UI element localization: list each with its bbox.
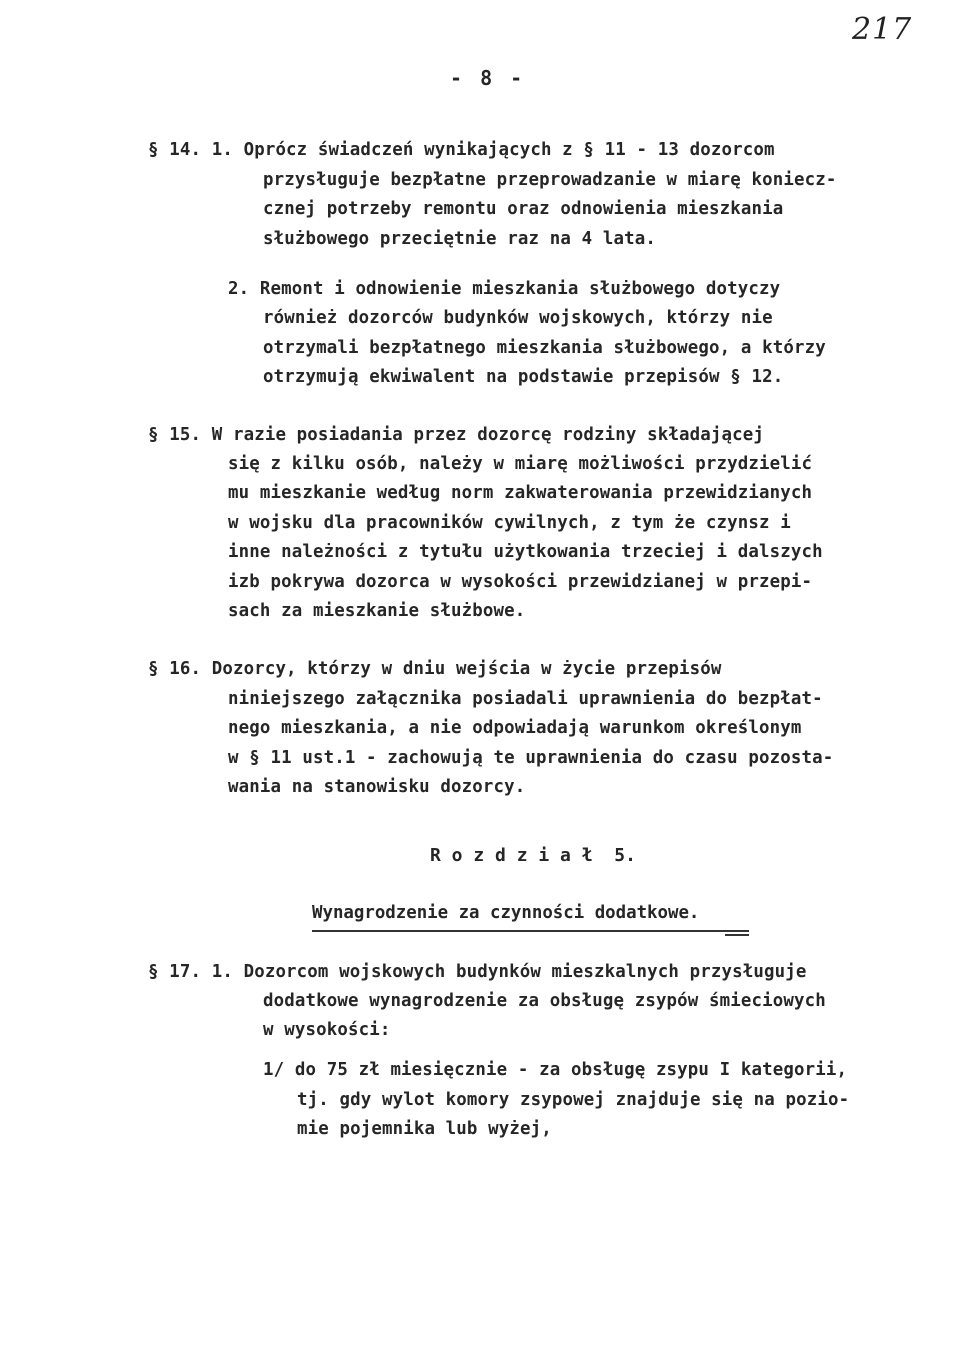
handwritten-page-number: 217 (852, 12, 913, 47)
para17-line-6: mie pojemnika lub wyżej, (297, 1119, 552, 1139)
para14-line-6: również dozorców budynków wojskowych, którzy nie (263, 308, 773, 328)
para15-line-7: sach za mieszkanie służbowe. (228, 601, 526, 621)
para15-line-4: w wojsku dla pracowników cywilnych, z tym że czynsz i (228, 513, 791, 533)
para14-line-4: służbowego przeciętnie raz na 4 lata. (263, 229, 656, 249)
para14-line-7: otrzymali bezpłatnego mieszkania służbowego, a którzy (263, 338, 826, 358)
para14-line-5: 2. Remont i odnowienie mieszkania służbowego dotyczy (228, 279, 781, 299)
para15-line-3: mu mieszkanie według norm zakwaterowania przewidzianych (228, 483, 813, 503)
para14-line-8: otrzymują ekwiwalent na podstawie przepisów § 12. (263, 367, 784, 387)
para16-line-3: nego mieszkania, a nie odpowiadają warunkom określonym (228, 718, 802, 738)
chapter-heading: R o z d z i a ł 5. (430, 845, 636, 866)
para15-line-1: § 15. W razie posiadania przez dozorcę rodziny składającej (148, 425, 764, 445)
para14-line-1: § 14. 1. Oprócz świadczeń wynikających z § 11 - 13 dozorcom (148, 140, 775, 160)
para16-line-5: wania na stanowisku dozorcy. (228, 777, 526, 797)
para17-line-3: w wysokości: (263, 1020, 391, 1040)
para15-line-6: izb pokrywa dozorca w wysokości przewidzianej w przepi- (228, 572, 813, 592)
subtitle-underline-extra (725, 934, 749, 936)
para14-line-3: cznej potrzeby remontu oraz odnowienia mieszkania (263, 199, 784, 219)
para15-line-2: się z kilku osób, należy w miarę możliwości przydzielić (228, 454, 813, 474)
para17-line-1: § 17. 1. Dozorcom wojskowych budynków mieszkalnych przysługuje (148, 962, 807, 982)
para15-line-5: inne należności z tytułu użytkowania trzeciej i dalszych (228, 542, 823, 562)
para17-line-4: 1/ do 75 zł miesięcznie - za obsługę zsypu I kategorii, (263, 1060, 848, 1080)
subtitle-underline (312, 930, 749, 932)
para16-line-1: § 16. Dozorcy, którzy w dniu wejścia w życie przepisów (148, 659, 722, 679)
chapter-subtitle: Wynagrodzenie za czynności dodatkowe. (312, 903, 700, 923)
para17-line-5: tj. gdy wylot komory zsypowej znajduje się na pozio- (297, 1090, 850, 1110)
para17-line-2: dodatkowe wynagrodzenie za obsługę zsypów śmieciowych (263, 991, 826, 1011)
para16-line-4: w § 11 ust.1 - zachowują te uprawnienia do czasu pozosta- (228, 748, 834, 768)
para16-line-2: niniejszego załącznika posiadali uprawnienia do bezpłat- (228, 689, 823, 709)
para14-line-2: przysługuje bezpłatne przeprowadzanie w miarę koniecz- (263, 170, 837, 190)
page-number: - 8 - (450, 66, 526, 90)
